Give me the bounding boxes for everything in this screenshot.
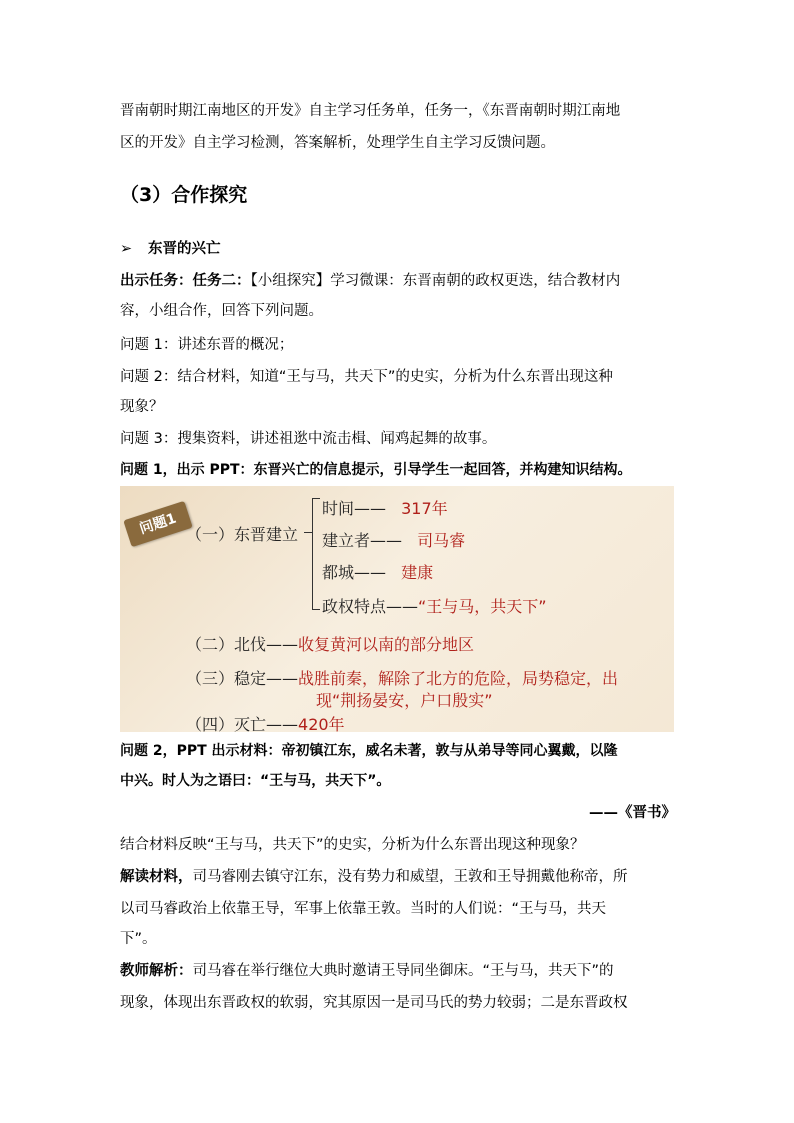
q2-ppt-material-cont: 中兴。时人为之语曰：“王与马，共天下”。 bbox=[120, 773, 391, 789]
slide-row-time bbox=[322, 496, 448, 519]
capital-value: 建康 bbox=[401, 563, 434, 582]
interpretation-label: 解读材料， bbox=[120, 869, 193, 885]
section-2-label: （二）北伐—— bbox=[186, 635, 299, 654]
brace-tip bbox=[304, 532, 312, 533]
section-heading: （3）合作探究 bbox=[120, 184, 248, 206]
slide-row-feature bbox=[322, 594, 547, 617]
time-value: 317年 bbox=[401, 499, 448, 518]
source-citation: ——《晋书》 bbox=[589, 805, 676, 821]
bullet-title: 东晋的兴亡 bbox=[148, 241, 221, 257]
time-label: 时间—— bbox=[322, 499, 387, 518]
feature-label: 政权特点—— bbox=[322, 597, 419, 616]
teacher-analysis-line bbox=[120, 956, 614, 986]
task-line bbox=[120, 266, 620, 296]
section-2-value: 收复黄河以南的部分地区 bbox=[298, 635, 475, 654]
question-1: 问题 1：讲述东晋的概况； bbox=[120, 337, 294, 353]
q1-ppt-instruction: 问题 1，出示 PPT：东晋兴亡的信息提示，引导学生一起回答，并构建知识结构。 bbox=[120, 462, 632, 478]
section-3-value-cont: 现“荆扬晏安，户口殷实” bbox=[316, 691, 493, 710]
paragraph-line: 晋南朝时期江南地区的开发》自主学习任务单，任务一，《东晋南朝时期江南地 bbox=[120, 103, 621, 119]
founder-value: 司马睿 bbox=[417, 531, 466, 550]
task-label: 出示任务：任务二： bbox=[120, 273, 251, 289]
interpretation-line bbox=[120, 862, 628, 892]
slide-row-capital bbox=[322, 560, 433, 583]
task-text: 【小组探究】学习微课：东晋南朝的政权更迭，结合教材内 bbox=[250, 273, 621, 289]
ppt-slide-figure bbox=[120, 486, 674, 732]
founder-label: 建立者—— bbox=[322, 531, 403, 550]
bullet-arrow-icon: ➢ bbox=[120, 241, 133, 257]
capital-label: 都城—— bbox=[322, 563, 387, 582]
paragraph-line: 区的开发》自主学习检测，答案解析，处理学生自主学习反馈问题。 bbox=[120, 135, 555, 151]
slide-row-fall bbox=[186, 712, 345, 732]
section-1-label: （一）东晋建立 bbox=[186, 525, 299, 544]
section-4-value: 420年 bbox=[298, 715, 345, 732]
paragraph-line: 以司马睿政治上依靠王导，军事上依靠王敦。当时的人们说：“王与马，共天 bbox=[120, 901, 607, 917]
q2-ppt-material: 问题 2，PPT 出示材料：帝初镇江东，威名未著，敦与从弟导等同心翼戴，以隆 bbox=[120, 743, 618, 759]
paragraph-line: 容，小组合作，回答下列问题。 bbox=[120, 303, 323, 319]
feature-value: “王与马，共天下” bbox=[418, 597, 547, 616]
paragraph-line: 现象，体现出东晋政权的软弱，究其原因一是司马氏的势力较弱；二是东晋政权 bbox=[120, 995, 628, 1011]
question-badge: 问题1 bbox=[123, 501, 193, 547]
slide-row-founder bbox=[322, 528, 465, 551]
teacher-analysis-text: 司马睿在举行继位大典时邀请王导同坐御床。“王与马，共天下”的 bbox=[192, 963, 614, 979]
slide-row-northern-expedition bbox=[186, 632, 474, 655]
question-2: 问题 2：结合材料，知道“王与马，共天下”的史实，分析为什么东晋出现这种 bbox=[120, 369, 613, 385]
question-2-cont: 现象？ bbox=[120, 399, 164, 415]
interpretation-text: 司马睿刚去镇守江东，没有势力和威望，王敦和王导拥戴他称帝，所 bbox=[192, 869, 628, 885]
reflect-question: 结合材料反映“王与马，共天下”的史实，分析为什么东晋出现这种现象？ bbox=[120, 837, 585, 853]
teacher-analysis-label: 教师解析： bbox=[120, 963, 193, 979]
section-3-label: （三）稳定—— bbox=[186, 669, 299, 688]
section-4-label: （四）灭亡—— bbox=[186, 715, 299, 732]
section-3-value: 战胜前秦，解除了北方的危险，局势稳定，出 bbox=[298, 669, 619, 688]
slide-row-stability bbox=[186, 666, 618, 689]
paragraph-line: 下”。 bbox=[120, 931, 157, 947]
bullet-heading bbox=[120, 234, 221, 264]
question-3: 问题 3：搜集资料，讲述祖逖中流击楫、闻鸡起舞的故事。 bbox=[120, 431, 497, 447]
